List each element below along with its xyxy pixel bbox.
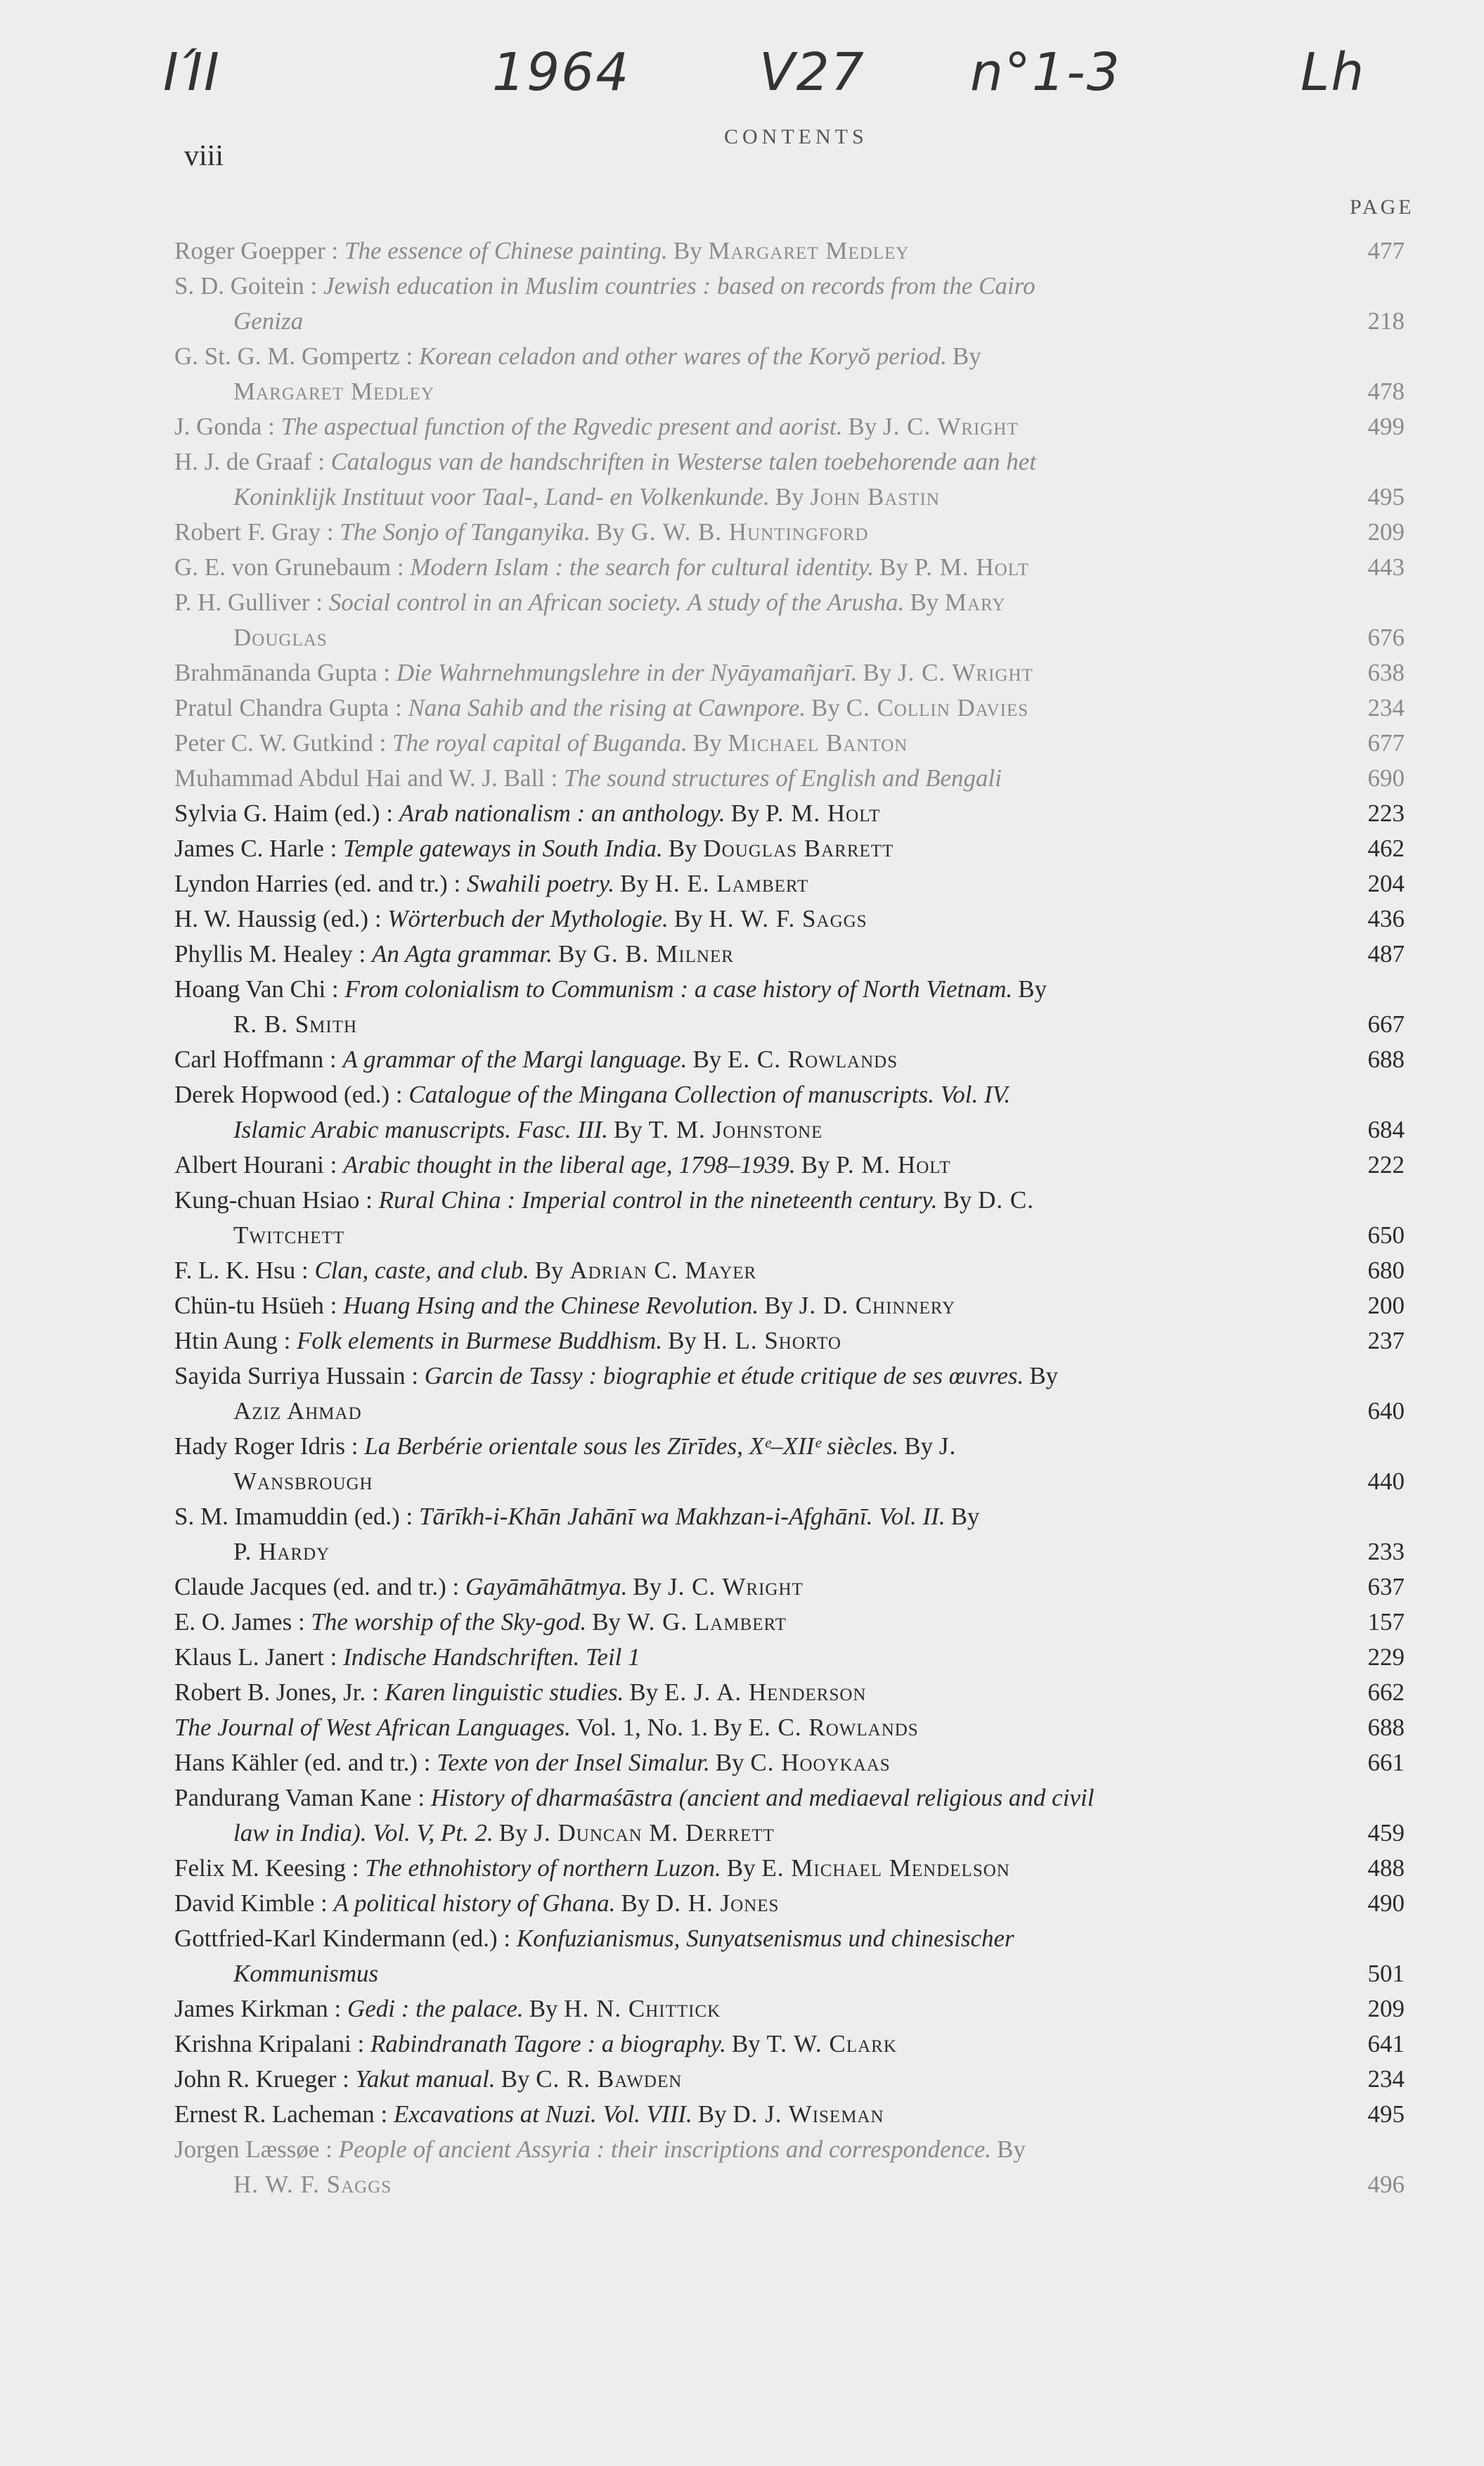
entry-reviewer: Douglas Barrett xyxy=(703,835,894,862)
entry-title: A grammar of the Margi language. xyxy=(342,1046,688,1073)
entry-author: Pandurang Vaman Kane : xyxy=(174,1784,425,1811)
entry-reviewer: H. E. Lambert xyxy=(654,870,809,897)
entry-title-cont: Islamic Arabic manuscripts. Fasc. III. xyxy=(233,1116,609,1143)
entry-title: The royal capital of Buganda. xyxy=(392,729,688,757)
list-item xyxy=(174,515,1405,550)
list-item xyxy=(174,761,1405,796)
list-item xyxy=(174,1569,1405,1605)
entry-by: By xyxy=(557,940,587,968)
entry-reviewer: J. C. Wright xyxy=(898,659,1033,686)
entry-author: H. W. Haussig (ed.) : xyxy=(174,905,382,932)
entry-page-number: 496 xyxy=(1367,2171,1405,2198)
entry-page-number: 637 xyxy=(1367,1573,1405,1600)
entry-by: By xyxy=(595,518,625,546)
list-item xyxy=(174,1042,1405,1077)
entry-page-number: 676 xyxy=(1367,624,1405,651)
entry-reviewer: Michael Banton xyxy=(728,729,908,757)
entry-title: The aspectual function of the Rgvedic present and aorist. xyxy=(280,413,843,440)
entry-page-number: 209 xyxy=(1367,1995,1405,2022)
entry-page-number: 640 xyxy=(1367,1397,1405,1425)
entry-by: By xyxy=(715,1749,744,1776)
entry-reviewer-cont: Margaret Medley xyxy=(233,378,434,405)
entry-page-number: 443 xyxy=(1367,553,1405,581)
list-item xyxy=(174,1851,1405,1886)
entry-by: By xyxy=(950,1503,980,1530)
entry-by: By xyxy=(904,1432,934,1460)
entry-author: Roger Goepper : xyxy=(174,237,339,264)
entry-reviewer: J. Duncan M. Derrett xyxy=(534,1819,775,1847)
entry-author: James Kirkman : xyxy=(174,1995,342,2022)
entry-title-cont: Kommunismus xyxy=(233,1960,379,1987)
entry-page-number: 684 xyxy=(1367,1116,1405,1143)
list-item xyxy=(174,1780,1405,1851)
list-item xyxy=(174,831,1405,866)
entry-title: La Berbérie orientale sous les Zīrīdes, Xᵉ–XIIᵉ siècles. xyxy=(364,1432,899,1460)
entry-reviewer: J. C. Wright xyxy=(882,413,1019,440)
entry-title: Konfuzianismus, Sunyatsenismus und chinesischer xyxy=(516,1925,1014,1952)
entry-title: A political history of Ghana. xyxy=(333,1889,616,1917)
entry-author: Jorgen Læssøe : xyxy=(174,2136,333,2163)
entry-continuation xyxy=(174,1007,1313,1042)
entry-continuation xyxy=(174,480,1313,515)
entry-author: E. O. James : xyxy=(174,1608,305,1636)
entry-author: Carl Hoffmann : xyxy=(174,1046,337,1073)
entry-reviewer: C. R. Bawden xyxy=(536,2065,683,2093)
entry-extra: Vol. 1, No. 1. xyxy=(576,1714,709,1741)
list-item xyxy=(174,2027,1405,2062)
list-item xyxy=(174,1605,1405,1640)
entry-by: By xyxy=(863,659,892,686)
entry-author: Sayida Surriya Hussain : xyxy=(174,1362,419,1389)
entry-author: Robert F. Gray : xyxy=(174,518,334,546)
entry-title: Catalogus van de handschriften in Westerse talen toebehorende aan het xyxy=(330,448,1037,475)
entry-reviewer-cont: Douglas xyxy=(233,624,328,651)
entry-reviewer: G. W. B. Huntingford xyxy=(631,518,869,546)
entry-reviewer: T. W. Clark xyxy=(766,2030,897,2057)
entry-page-number: 677 xyxy=(1367,729,1405,757)
entry-title: People of ancient Assyria : their inscriptions and correspondence. xyxy=(338,2136,991,2163)
handwritten-note-volume: V27 xyxy=(759,42,865,103)
entry-reviewer: W. G. Lambert xyxy=(626,1608,787,1636)
entry-reviewer: G. B. Milner xyxy=(593,940,734,968)
entry-page-number: 499 xyxy=(1367,413,1405,440)
list-item xyxy=(174,901,1405,937)
entry-author: John R. Krueger : xyxy=(174,2065,349,2093)
list-item xyxy=(174,1323,1405,1359)
entry-by: By xyxy=(775,483,804,510)
entry-reviewer: J. C. Wright xyxy=(668,1573,804,1600)
entry-continuation xyxy=(174,620,1313,655)
entry-by: By xyxy=(1029,1362,1059,1389)
entry-page-number: 690 xyxy=(1367,764,1405,792)
entry-title: Wörterbuch der Mythologie. xyxy=(387,905,669,932)
entry-title: The sound structures of English and Bengali xyxy=(564,764,1002,792)
entry-by: By xyxy=(692,729,722,757)
entry-title: Modern Islam : the search for cultural identity. xyxy=(410,553,875,581)
entry-title: The worship of the Sky-god. xyxy=(311,1608,587,1636)
entry-author: Claude Jacques (ed. and tr.) : xyxy=(174,1573,460,1600)
entry-title: Tārīkh-i-Khān Jahānī wa Makhzan-i-Afghānī. Vol. II. xyxy=(419,1503,946,1530)
entry-page-number: 688 xyxy=(1367,1714,1405,1741)
entry-page-number: 501 xyxy=(1367,1960,1405,1987)
entry-by: By xyxy=(673,905,703,932)
entry-reviewer: J. xyxy=(938,1432,957,1460)
entry-title: Gayāmāhātmya. xyxy=(465,1573,628,1600)
entry-reviewer: D. H. Jones xyxy=(656,1889,780,1917)
entry-by: By xyxy=(673,237,702,264)
entry-by: By xyxy=(621,1889,650,1917)
entry-continuation xyxy=(174,1112,1313,1148)
page-title: CONTENTS xyxy=(724,125,868,148)
entry-reviewer: C. Collin Davies xyxy=(846,694,1029,721)
entry-author: S. M. Imamuddin (ed.) : xyxy=(174,1503,413,1530)
list-item xyxy=(174,1429,1405,1499)
entry-by: By xyxy=(534,1257,564,1284)
entry-title: From colonialism to Communism : a case history of North Vietnam. xyxy=(344,975,1013,1003)
entry-title: The ethnohistory of northern Luzon. xyxy=(365,1854,721,1882)
entry-author: Brahmānanda Gupta : xyxy=(174,659,391,686)
entry-author: S. D. Goitein : xyxy=(174,272,318,300)
page-column-heading: PAGE xyxy=(1350,195,1414,219)
list-item xyxy=(174,1921,1405,1991)
entry-page-number: 650 xyxy=(1367,1221,1405,1249)
entry-author: Htin Aung : xyxy=(174,1327,291,1354)
entry-title: Garcin de Tassy : biographie et étude critique de ses œuvres. xyxy=(424,1362,1024,1389)
list-item xyxy=(174,1077,1405,1148)
entry-page-number: 237 xyxy=(1367,1327,1405,1354)
entry-reviewer: Adrian C. Mayer xyxy=(569,1257,757,1284)
entry-reviewer: P. M. Holt xyxy=(766,799,881,827)
entry-reviewer-cont: R. B. Smith xyxy=(233,1010,358,1038)
entry-reviewer-cont: P. Hardy xyxy=(233,1538,330,1565)
entry-author: Gottfried-Karl Kindermann (ed.) : xyxy=(174,1925,511,1952)
entry-page-number: 218 xyxy=(1367,307,1405,335)
entry-page-number: 200 xyxy=(1367,1292,1405,1319)
handwritten-note-a: ΙΊΙ xyxy=(163,42,221,103)
entry-reviewer: H. L. Shorto xyxy=(702,1327,841,1354)
entry-reviewer-cont: Twitchett xyxy=(233,1221,345,1249)
entry-author: Robert B. Jones, Jr. : xyxy=(174,1678,379,1706)
entry-reviewer: P. M. Holt xyxy=(914,553,1029,581)
entry-author: Albert Hourani : xyxy=(174,1151,337,1179)
entry-title: Jewish education in Muslim countries : based on records from the Cairo xyxy=(323,272,1035,300)
list-item xyxy=(174,269,1405,339)
entry-author: David Kimble : xyxy=(174,1889,328,1917)
entry-title: Die Wahrnehmungslehre in der Nyāyamañjarī. xyxy=(396,659,858,686)
handwritten-note-e: Lh xyxy=(1301,42,1366,103)
entry-author: Peter C. W. Gutkind : xyxy=(174,729,387,757)
entry-by: By xyxy=(592,1608,621,1636)
entry-title: Catalogue of the Mingana Collection of manuscripts. Vol. IV. xyxy=(408,1081,1011,1108)
list-item xyxy=(174,1991,1405,2027)
entry-continuation xyxy=(174,374,1313,409)
entry-by: By xyxy=(692,1046,722,1073)
entry-continuation xyxy=(174,1534,1313,1569)
entry-page-number: 490 xyxy=(1367,1889,1405,1917)
entry-page-number: 661 xyxy=(1367,1749,1405,1776)
list-item xyxy=(174,339,1405,409)
entry-title: Arab nationalism : an anthology. xyxy=(399,799,725,827)
list-item xyxy=(174,1288,1405,1323)
entry-title: Korean celadon and other wares of the Koryŏ period. xyxy=(419,342,947,370)
entry-by: By xyxy=(1018,975,1047,1003)
list-item xyxy=(174,550,1405,585)
entry-reviewer: E. C. Rowlands xyxy=(748,1714,919,1741)
list-item xyxy=(174,1640,1405,1675)
list-item xyxy=(174,691,1405,726)
entry-page-number: 495 xyxy=(1367,2100,1405,2128)
entry-title: The Journal of West African Languages. xyxy=(174,1714,571,1741)
list-item xyxy=(174,1499,1405,1569)
list-item xyxy=(174,1675,1405,1710)
entry-by: By xyxy=(714,1714,742,1741)
entry-reviewer: H. W. F. Saggs xyxy=(709,905,867,932)
list-item xyxy=(174,585,1405,655)
entry-by: By xyxy=(668,1327,697,1354)
entry-page-number: 680 xyxy=(1367,1257,1405,1284)
entry-reviewer: E. J. A. Henderson xyxy=(664,1678,867,1706)
entry-title: History of dharmaśāstra (ancient and mediaeval religious and civil xyxy=(430,1784,1095,1811)
entry-reviewer-cont: H. W. F. Saggs xyxy=(233,2171,392,2198)
entry-author: F. L. K. Hsu : xyxy=(174,1257,309,1284)
entry-page-number: 459 xyxy=(1367,1819,1405,1847)
entry-title: The Sonjo of Tanganyika. xyxy=(340,518,591,546)
entry-page-number: 638 xyxy=(1367,659,1405,686)
entry-by: By xyxy=(730,799,760,827)
entry-by: By xyxy=(501,2065,530,2093)
entry-by: By xyxy=(910,589,939,616)
entry-continuation xyxy=(174,1956,1313,1991)
list-item xyxy=(174,1710,1405,1745)
entry-page-number: 488 xyxy=(1367,1854,1405,1882)
entry-by: By xyxy=(726,1854,756,1882)
entry-by: By xyxy=(529,1995,558,2022)
entry-title: Folk elements in Burmese Buddhism. xyxy=(297,1327,663,1354)
entry-title-cont: Koninklijk Instituut voor Taal-, Land- en Volkenkunde. xyxy=(233,483,770,510)
entry-author: Krishna Kripalani : xyxy=(174,2030,365,2057)
list-item xyxy=(174,1886,1405,1921)
entry-page-number: 233 xyxy=(1367,1538,1405,1565)
list-item xyxy=(174,2062,1405,2097)
entry-page-number: 436 xyxy=(1367,905,1405,932)
list-item xyxy=(174,972,1405,1042)
entry-page-number: 667 xyxy=(1367,1010,1405,1038)
entry-page-number: 222 xyxy=(1367,1151,1405,1179)
entry-continuation xyxy=(174,1816,1313,1851)
list-item xyxy=(174,409,1405,444)
entry-author: Lyndon Harries (ed. and tr.) : xyxy=(174,870,461,897)
list-item xyxy=(174,1253,1405,1288)
entry-author: Hoang Van Chi : xyxy=(174,975,339,1003)
entry-author: Klaus L. Janert : xyxy=(174,1643,337,1671)
entry-author: Pratul Chandra Gupta : xyxy=(174,694,402,721)
list-item xyxy=(174,655,1405,691)
handwritten-note-issue: n°1-3 xyxy=(970,42,1121,103)
entry-reviewer: J. D. Chinnery xyxy=(799,1292,956,1319)
entry-author: G. E. von Grunebaum : xyxy=(174,553,404,581)
entry-page-number: 462 xyxy=(1367,835,1405,862)
entry-by: By xyxy=(764,1292,794,1319)
entry-author: H. J. de Graaf : xyxy=(174,448,325,475)
entry-page-number: 229 xyxy=(1367,1643,1405,1671)
entry-title: Yakut manual. xyxy=(355,2065,496,2093)
entry-author: Muhammad Abdul Hai and W. J. Ball : xyxy=(174,764,558,792)
entry-reviewer: Margaret Medley xyxy=(708,237,910,264)
entry-title: Nana Sahib and the rising at Cawnpore. xyxy=(408,694,806,721)
list-item xyxy=(174,937,1405,972)
entry-author: G. St. G. M. Gompertz : xyxy=(174,342,413,370)
entry-by: By xyxy=(498,1819,528,1847)
entry-title: Rural China : Imperial control in the nineteenth century. xyxy=(378,1186,938,1214)
entry-title: Temple gateways in South India. xyxy=(343,835,663,862)
entry-by: By xyxy=(952,342,981,370)
entry-title: Rabindranath Tagore : a biography. xyxy=(370,2030,726,2057)
entry-author: Ernest R. Lacheman : xyxy=(174,2100,388,2128)
entry-reviewer: P. M. Holt xyxy=(836,1151,951,1179)
entry-reviewer: E. Michael Mendelson xyxy=(761,1854,1010,1882)
list-item xyxy=(174,1745,1405,1780)
entry-author: Sylvia G. Haim (ed.) : xyxy=(174,799,394,827)
entry-page-number: 641 xyxy=(1367,2030,1405,2057)
entry-page-number: 478 xyxy=(1367,378,1405,405)
entry-page-number: 688 xyxy=(1367,1046,1405,1073)
entry-by: By xyxy=(633,1573,662,1600)
entry-title: Social control in an African society. A study of the Arusha. xyxy=(328,589,905,616)
entry-reviewer: E. C. Rowlands xyxy=(728,1046,898,1073)
entry-author: Hans Kähler (ed. and tr.) : xyxy=(174,1749,431,1776)
contents-list xyxy=(174,233,1405,2202)
entry-page-number: 209 xyxy=(1367,518,1405,546)
entry-by: By xyxy=(801,1151,830,1179)
entry-page-number: 204 xyxy=(1367,870,1405,897)
entry-by: By xyxy=(943,1186,972,1214)
entry-reviewer: T. M. Johnstone xyxy=(648,1116,823,1143)
entry-by: By xyxy=(811,694,840,721)
entry-page-number: 487 xyxy=(1367,940,1405,968)
list-item xyxy=(174,1183,1405,1253)
entry-author: Derek Hopwood (ed.) : xyxy=(174,1081,403,1108)
list-item xyxy=(174,2132,1405,2202)
entry-page-number: 662 xyxy=(1367,1678,1405,1706)
entry-reviewer: D. J. Wiseman xyxy=(733,2100,884,2128)
list-item xyxy=(174,444,1405,515)
entry-continuation xyxy=(174,2167,1313,2202)
entry-reviewer-cont: Aziz Ahmad xyxy=(233,1397,362,1425)
entry-continuation xyxy=(174,1464,1313,1499)
entry-continuation xyxy=(174,304,1313,339)
entry-title: An Agta grammar. xyxy=(371,940,553,968)
list-item xyxy=(174,233,1405,269)
entry-title: Clan, caste, and club. xyxy=(314,1257,529,1284)
list-item xyxy=(174,726,1405,761)
entry-title: The essence of Chinese painting. xyxy=(344,237,668,264)
entry-by: By xyxy=(731,2030,761,2057)
entry-reviewer: John Bastin xyxy=(810,483,940,510)
entry-title: Gedi : the palace. xyxy=(347,1995,524,2022)
entry-author: J. Gonda : xyxy=(174,413,275,440)
entry-by: By xyxy=(996,2136,1026,2163)
entry-reviewer: D. C. xyxy=(978,1186,1034,1214)
entry-page-number: 157 xyxy=(1367,1608,1405,1636)
entry-reviewer: Mary xyxy=(944,589,1006,616)
handwritten-note-year: 1964 xyxy=(492,42,631,103)
list-item xyxy=(174,1148,1405,1183)
entry-page-number: 223 xyxy=(1367,799,1405,827)
entry-author: Phyllis M. Healey : xyxy=(174,940,366,968)
entry-author: Felix M. Keesing : xyxy=(174,1854,359,1882)
entry-author: James C. Harle : xyxy=(174,835,337,862)
entry-title-cont: law in India). Vol. V, Pt. 2. xyxy=(233,1819,493,1847)
list-item xyxy=(174,2097,1405,2132)
entry-reviewer: H. N. Chittick xyxy=(564,1995,721,2022)
list-item xyxy=(174,1359,1405,1429)
entry-by: By xyxy=(614,1116,643,1143)
entry-continuation xyxy=(174,1218,1313,1253)
entry-continuation xyxy=(174,1394,1313,1429)
entry-by: By xyxy=(697,2100,727,2128)
entry-author: P. H. Gulliver : xyxy=(174,589,323,616)
list-item xyxy=(174,866,1405,901)
entry-title: Arabic thought in the liberal age, 1798–1939. xyxy=(343,1151,796,1179)
entry-author: Kung-chuan Hsiao : xyxy=(174,1186,373,1214)
entry-by: By xyxy=(879,553,908,581)
list-item xyxy=(174,796,1405,831)
entry-title: Huang Hsing and the Chinese Revolution. xyxy=(343,1292,759,1319)
entry-reviewer: C. Hooykaas xyxy=(750,1749,891,1776)
entry-by: By xyxy=(668,835,697,862)
entry-by: By xyxy=(848,413,877,440)
entry-title: Indische Handschriften. Teil 1 xyxy=(343,1643,640,1671)
entry-page-number: 234 xyxy=(1367,694,1405,721)
entry-page-number: 440 xyxy=(1367,1468,1405,1495)
entry-author: Chün-tu Hsüeh : xyxy=(174,1292,337,1319)
entry-by: By xyxy=(629,1678,659,1706)
page-number-roman: viii xyxy=(184,140,224,172)
entry-title: Karen linguistic studies. xyxy=(385,1678,624,1706)
entry-author: Hady Roger Idris : xyxy=(174,1432,359,1460)
entry-page-number: 495 xyxy=(1367,483,1405,510)
entry-title: Swahili poetry. xyxy=(467,870,615,897)
entry-title: Texte von der Insel Simalur. xyxy=(437,1749,710,1776)
entry-title: Excavations at Nuzi. Vol. VIII. xyxy=(393,2100,692,2128)
entry-reviewer-cont: Wansbrough xyxy=(233,1468,373,1495)
entry-page-number: 477 xyxy=(1367,237,1405,264)
entry-page-number: 234 xyxy=(1367,2065,1405,2093)
entry-title-cont: Geniza xyxy=(233,307,304,335)
entry-by: By xyxy=(620,870,649,897)
